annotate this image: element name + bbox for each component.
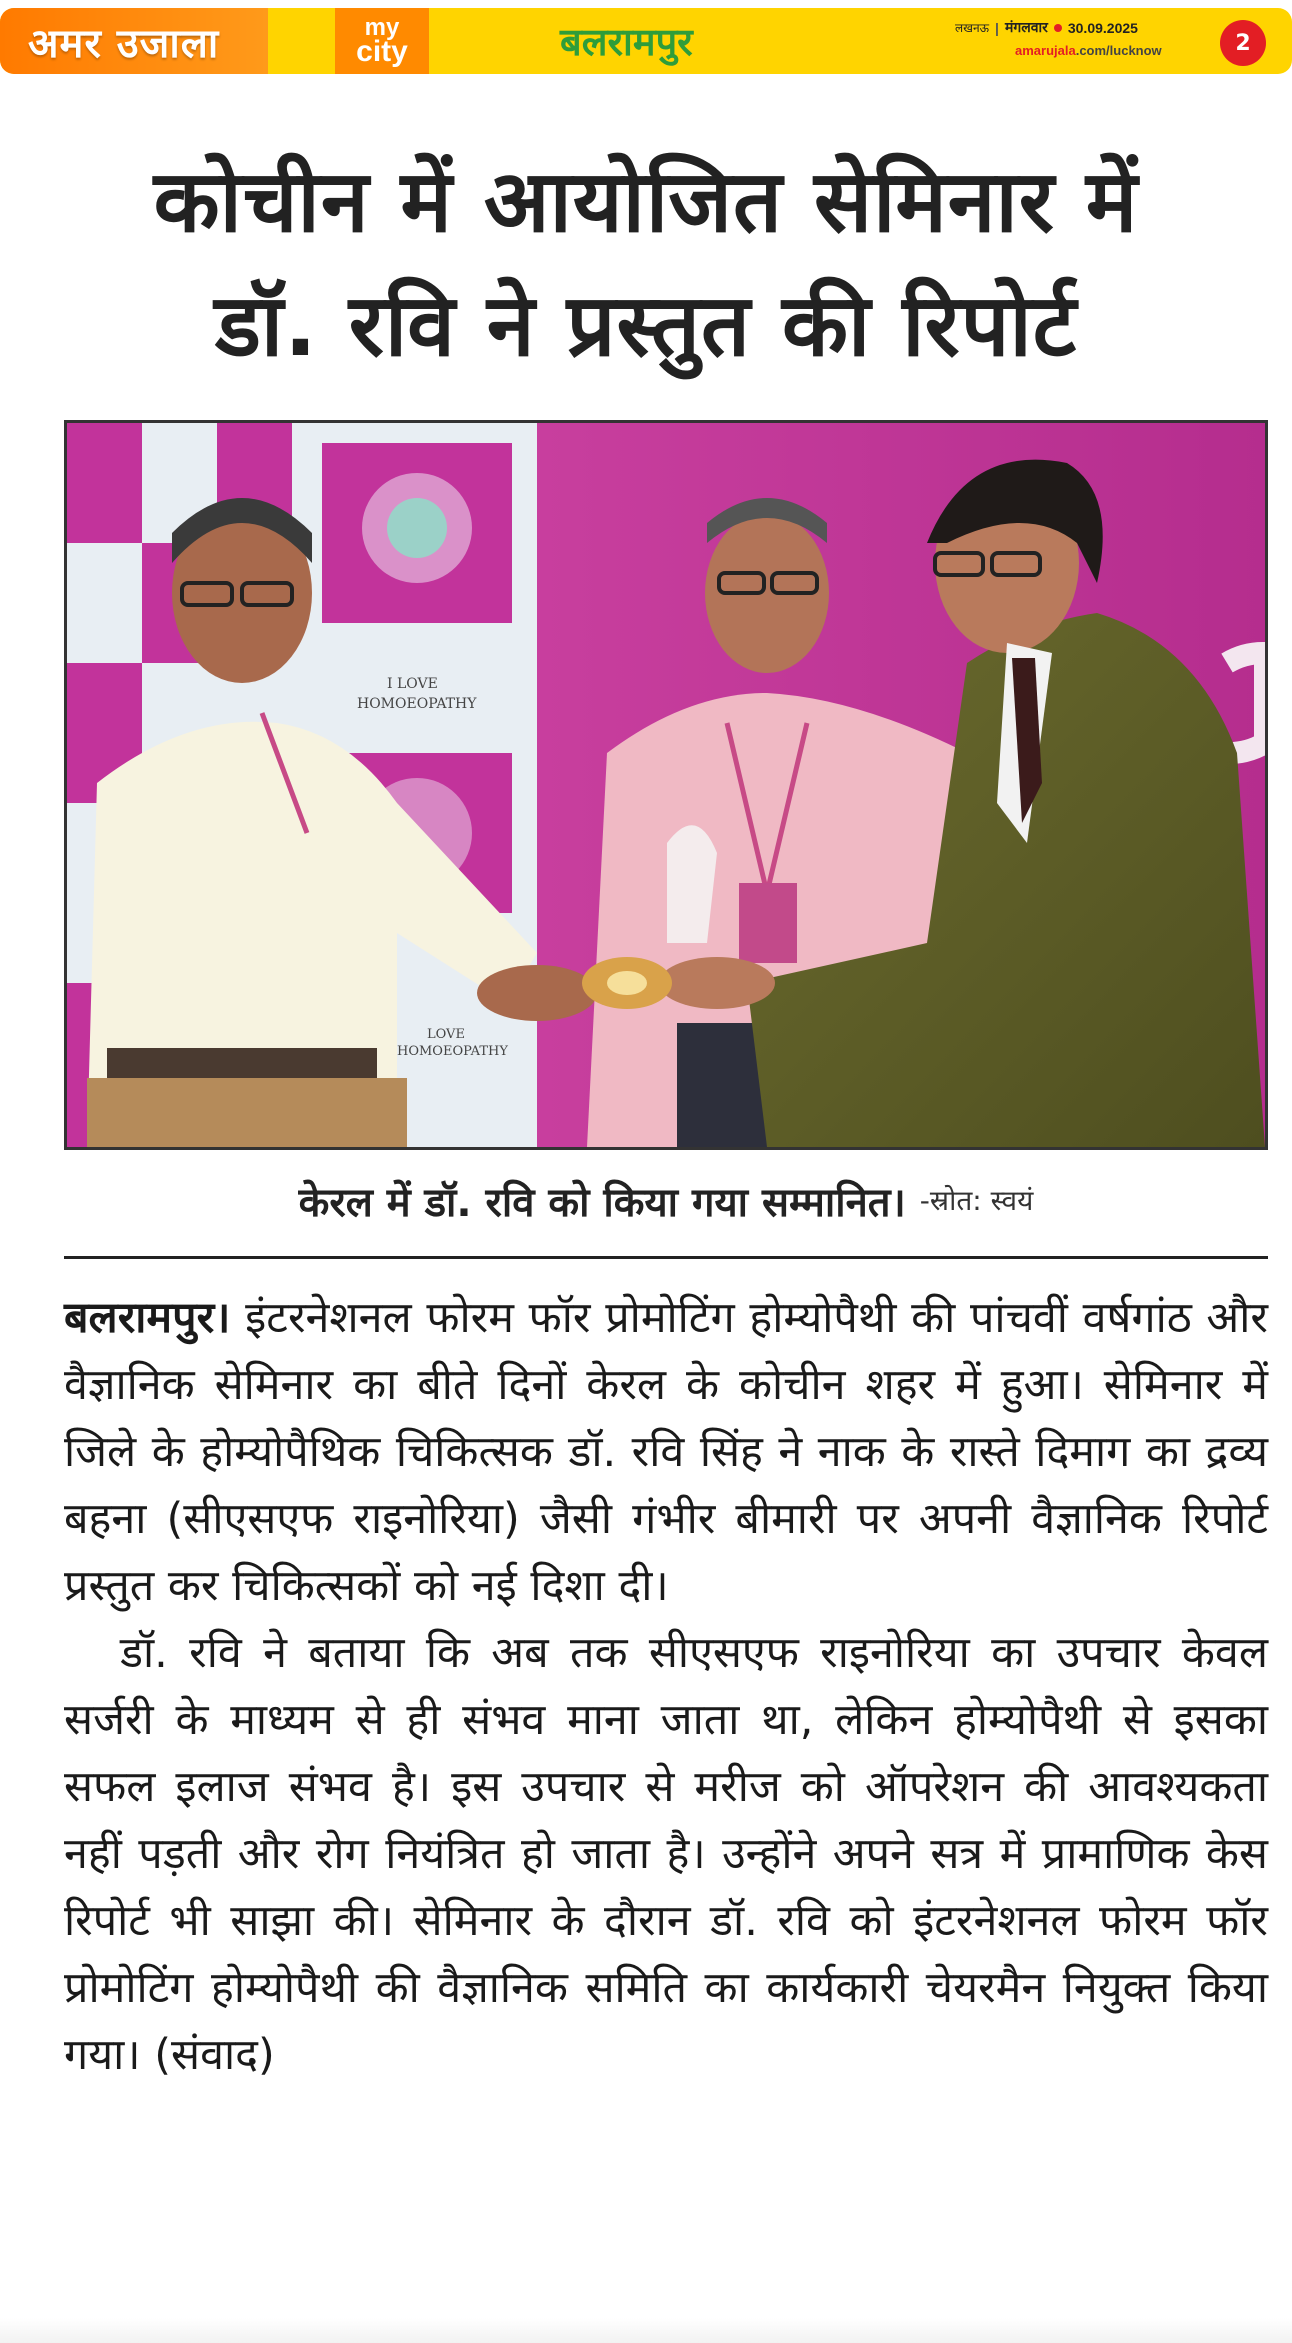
byline: (संवाद)	[154, 2030, 275, 2080]
divider	[64, 1256, 1268, 1259]
article-headline	[40, 140, 1252, 388]
masthead-bar	[0, 8, 1292, 74]
photo-caption	[64, 1170, 1268, 1230]
url-suffix: .com/lucknow	[1075, 43, 1162, 58]
headline-line-2: डॉ. रवि ने प्रस्तुत की रिपोर्ट	[214, 276, 1078, 376]
url-prefix: amarujala	[1015, 43, 1076, 58]
paragraph-2	[64, 1620, 1268, 2089]
newspaper-logo[interactable]	[0, 8, 268, 74]
paragraph-1-text: इंटरनेशनल फोरम फॉर प्रोमोटिंग होम्योपैथी की पांचवीं वर्षगांठ और वैज्ञानिक सेमिनार का बीते दिनों केरल के कोचीन शहर में हुआ। सेमिनार में जिले के होम्योपैथिक चिकित्सक डॉ. रवि सिंह ने नाक के रास्ते दिमाग का द्रव्य बहना (सीएसएफ राइनोरिया) जैसी गंभीर बीमारी पर अपनी वैज्ञानिक रिपोर्ट प्रस्तुत कर चिकित्सकों को नई दिशा दी।	[64, 1293, 1268, 1611]
mycity-my: my	[364, 13, 400, 41]
caption-text: केरल में डॉ. रवि को किया गया सम्मानित।	[298, 1179, 906, 1226]
city-label: लखनऊ	[955, 21, 990, 35]
separator: |	[995, 19, 999, 36]
edition-name: बलरामपुर	[560, 19, 693, 64]
mycity-badge	[335, 8, 429, 74]
dateline: बलरामपुर।	[64, 1293, 231, 1343]
backdrop-text-1: I LOVE	[387, 676, 438, 692]
site-url[interactable]	[955, 43, 1195, 58]
date-label: 30.09.2025	[1067, 19, 1138, 36]
page-bottom-edge	[0, 2318, 1292, 2343]
backdrop-text-2: HOMOEOPATHY	[357, 696, 477, 712]
news-photo	[64, 420, 1268, 1150]
paragraph-1	[64, 1285, 1268, 1620]
award-ceremony-photo	[67, 423, 1265, 1147]
page-number-badge: 2	[1220, 20, 1266, 66]
paragraph-2-text: डॉ. रवि ने बताया कि अब तक सीएसएफ राइनोरिया का उपचार केवल सर्जरी के माध्यम से ही संभव माना जाता था, लेकिन होम्योपैथी से इसका सफल इलाज संभव है। इस उपचार से मरीज को ऑपरेशन की आवश्यकता नहीं पड़ती और रोग नियंत्रित हो जाता है। उन्होंने अपने सत्र में प्रामाणिक केस रिपोर्ट भी साझा की। सेमिनार के दौरान डॉ. रवि को इंटरनेशनल फोरम फॉर प्रोमोटिंग होम्योपैथी की वैज्ञानिक समिति का कार्यकारी चेयरमैन नियुक्त किया गया।	[64, 1628, 1268, 2080]
caption-source: -स्रोत: स्वयं	[919, 1184, 1034, 1217]
logo-text: अमर उजाला	[28, 19, 220, 67]
headline-line-1: कोचीन में आयोजित सेमिनार में	[153, 152, 1139, 252]
dot-icon	[1054, 24, 1062, 32]
backdrop-text-4: HOMOEOPATHY	[397, 1044, 508, 1059]
backdrop-text-3: LOVE	[427, 1027, 465, 1042]
day-label: मंगलवार	[1004, 19, 1048, 35]
article-body	[64, 1285, 1268, 2089]
issue-meta	[955, 18, 1195, 68]
mycity-city: city	[356, 35, 408, 69]
